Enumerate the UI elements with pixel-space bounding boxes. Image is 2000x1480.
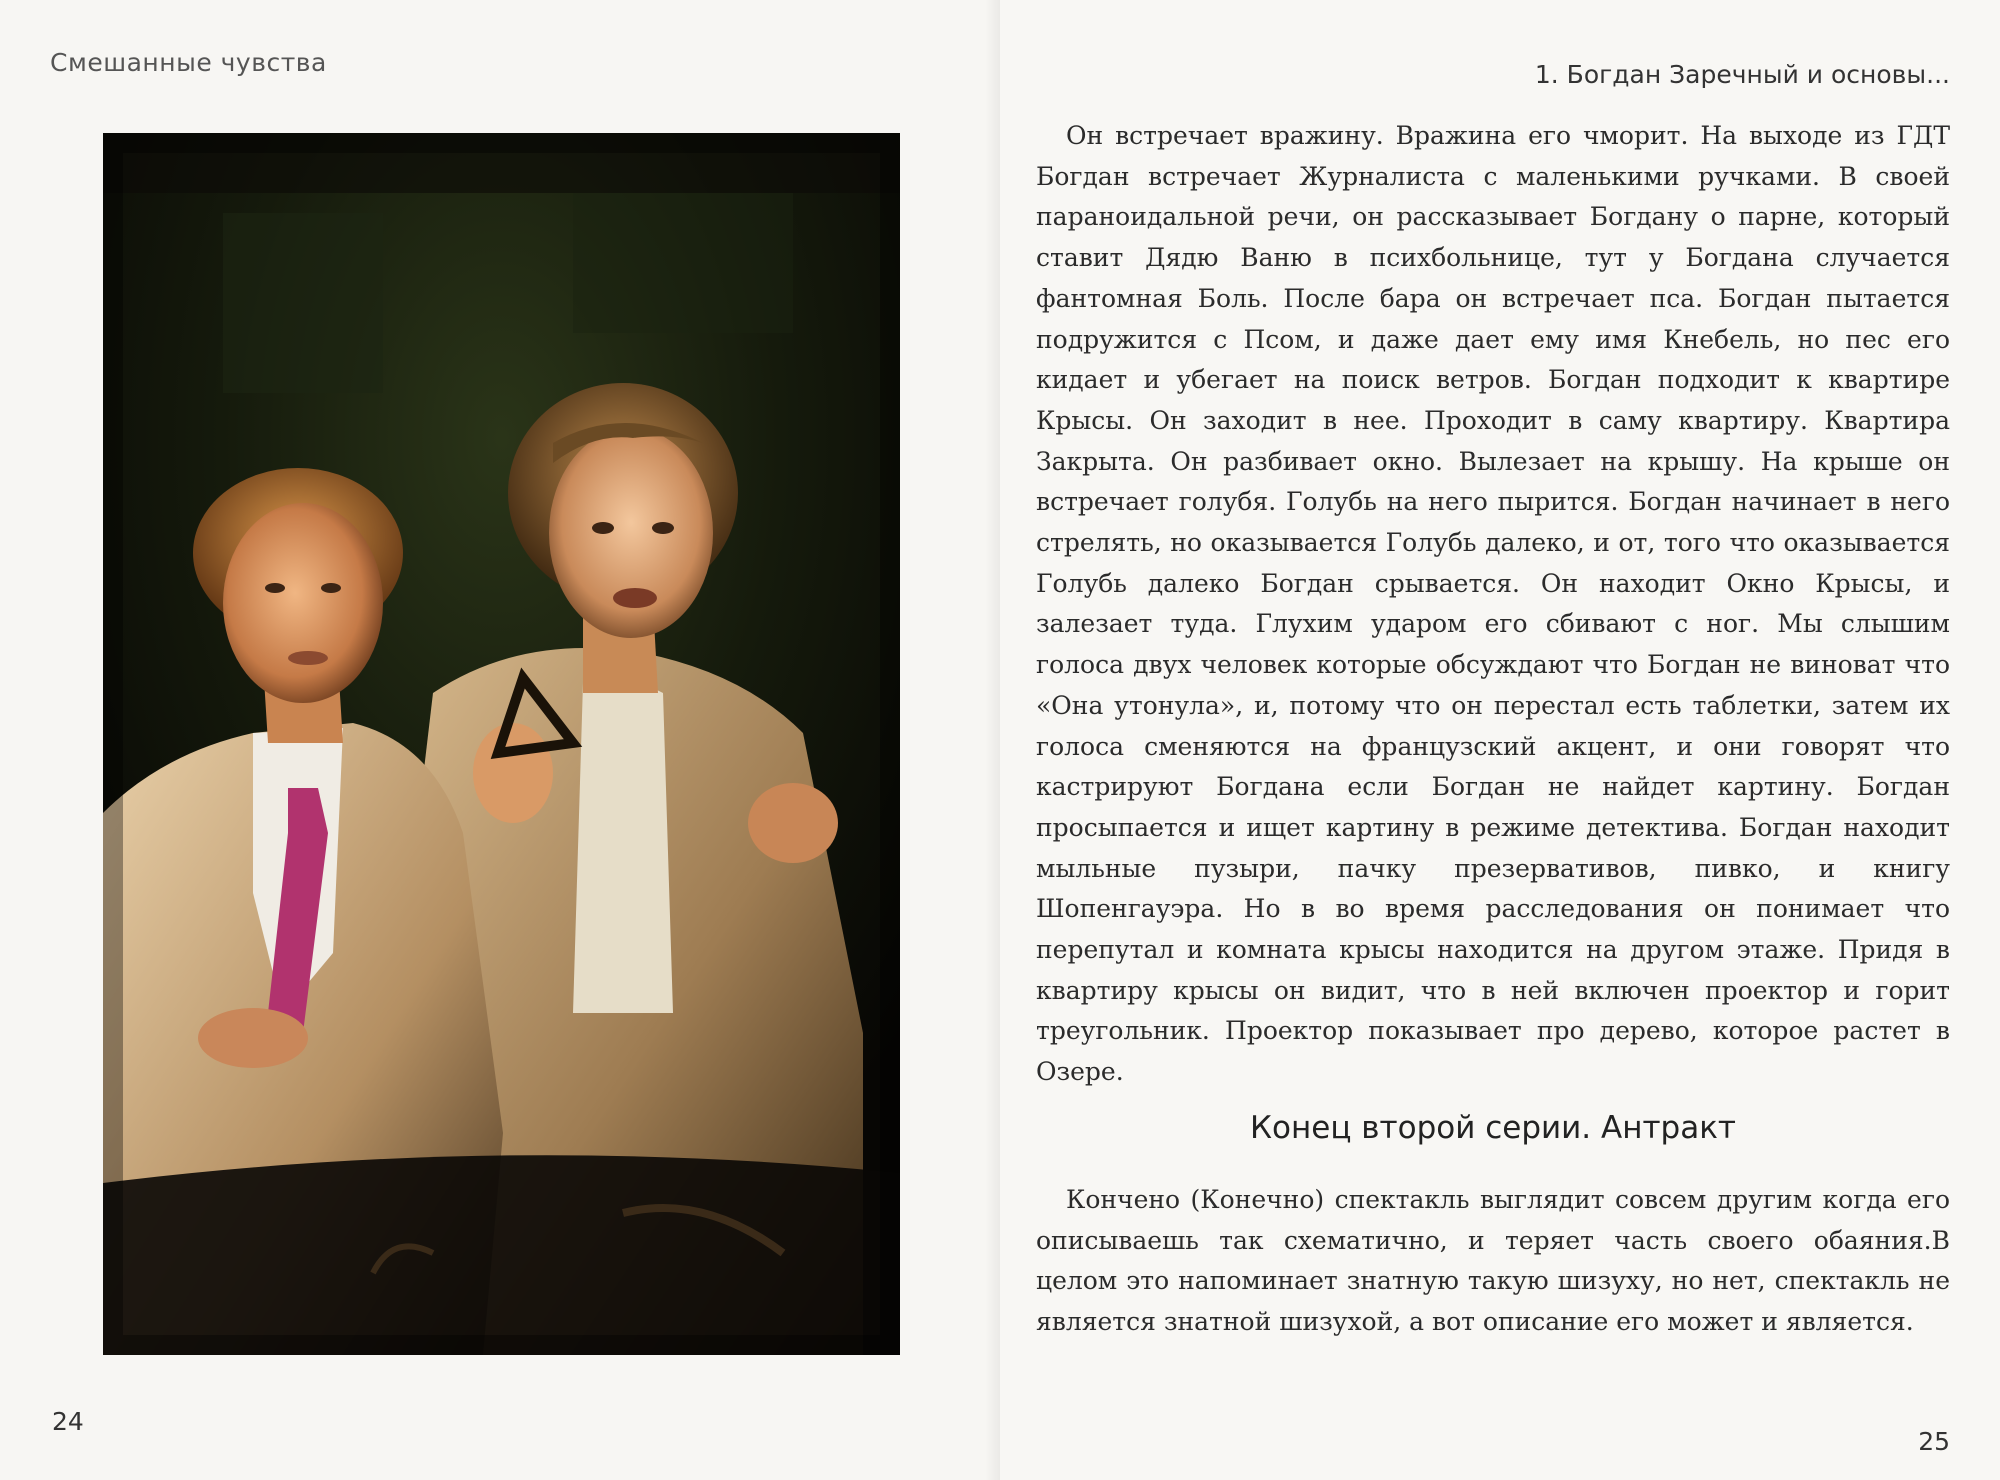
- page-number-left: 24: [52, 1407, 84, 1436]
- section-heading: Конец второй серии. Антракт: [1250, 1110, 1736, 1146]
- running-head-right: 1. Богдан Заречный и основы...: [1534, 60, 1950, 89]
- body-paragraph-1: Он встречает вражину. Вражина его чморит. На выходе из ГДТ Богдан встречает Журналиста с маленькими ручками. В своей параноидальной речи, он рассказывает Богдану о парне, который ставит Дядю Ваню в психбольнице, тут у Богдана случается фантомная Боль. После бара он встречает пса. Богдан пытается подружится с Псом, и даже дает ему имя Кнебель, но пес его кидает и убегает на поиск ветров. Богдан подходит к квартире Крысы. Он заходит в нее. Проходит в саму квартиру. Квартира Закрыта. Он разбивает окно. Вылезает на крышу. На крыше он встречает голубя. Голубь на него пырится. Богдан начинает в него стрелять, но оказывается Голубь далеко, и от, того что оказывается Голубь далеко Богдан срывается. Он находит Окно Крысы, и залезает туда. Глухим ударом его сбивают с ног. Мы слышим голоса двух человек которые обсуждают что Богдан не виноват что «Она утонула», и, потому что он перестал есть таблетки, затем их голоса сменяются на французский акцент, и они говорят что кастрируют Богдана если Богдан не найдет картину. Богдан просыпается и ищет картину в режиме детектива. Богдан находит мыльные пузыри, пачку презервативов, пивко, и книгу Шопенгауэра. Но в во время расследования он понимает что перепутал и комната крысы находится на другом этаже. Придя в квартиру крысы он видит, что в ней включен проектор и горит треугольник. Проектор показывает про дерево, которое растет в Озере.: [1036, 121, 1950, 1087]
- theatre-photo: [103, 133, 900, 1355]
- running-head-left: Смешанные чувства: [50, 48, 327, 77]
- photo-illustration: [103, 133, 900, 1355]
- page-number-right: 25: [1918, 1427, 1950, 1456]
- body-paragraph-2: Кончено (Конечно) спектакль выглядит совсем другим когда его описываешь так схематично, и теряет часть своего обаяния.В целом это напоминает знатную такую шизуху, но нет, спектакль не является знатной шизухой, а вот описание его может и является.: [1036, 1185, 1950, 1337]
